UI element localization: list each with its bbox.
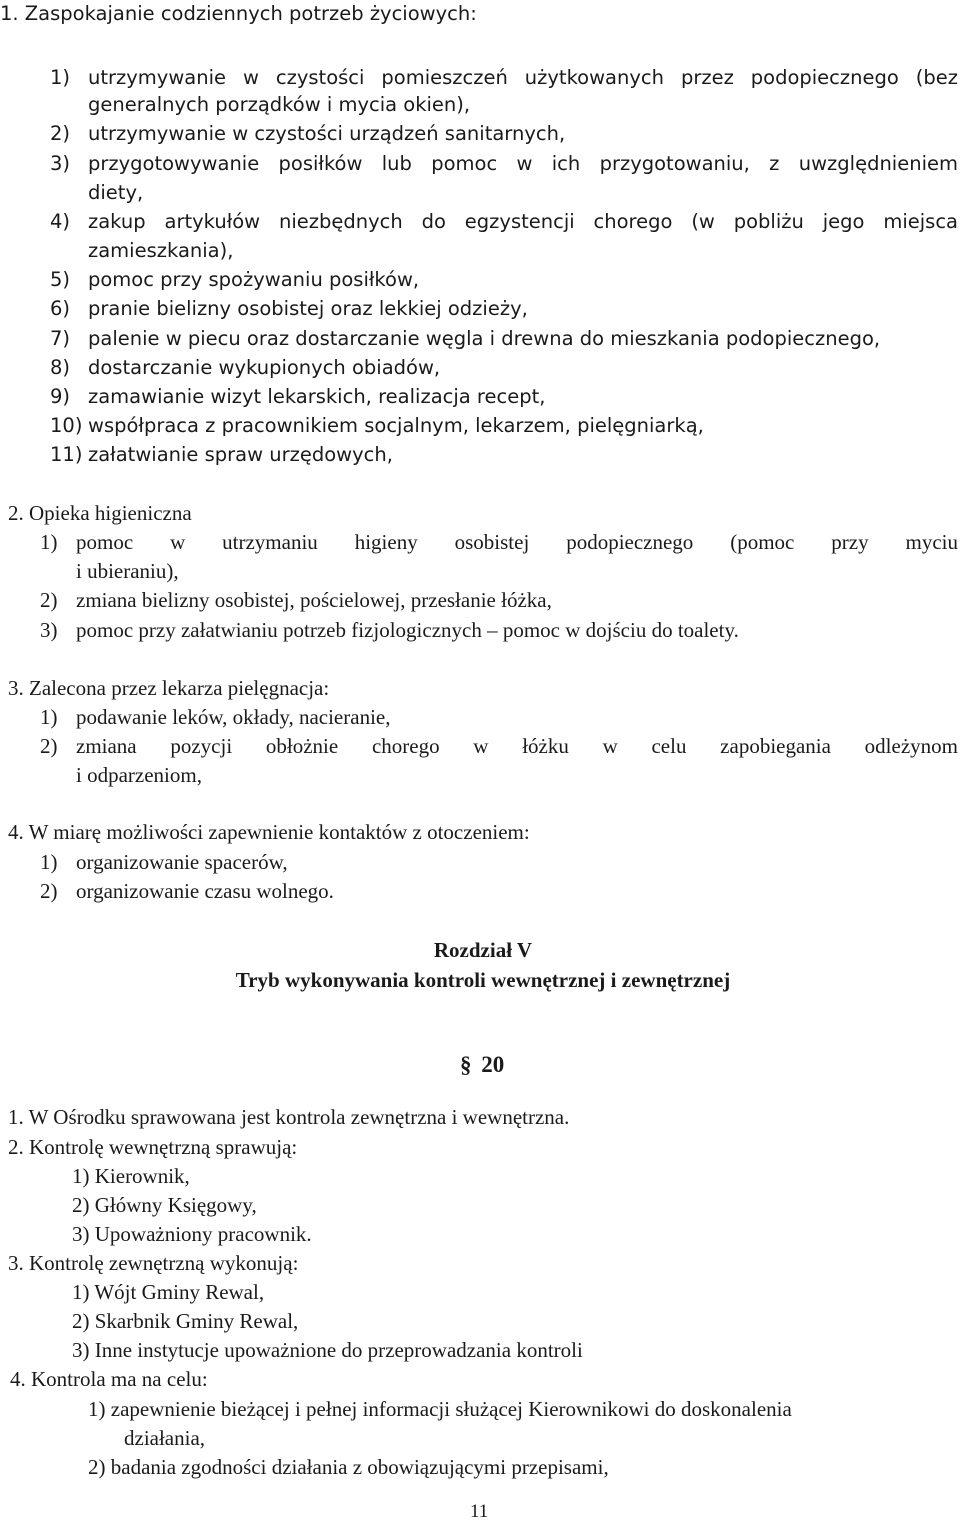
s1-item-10-num: 10) xyxy=(50,414,83,437)
point-4: 4. Kontrola ma na celu: xyxy=(10,1367,208,1391)
s1-item-8-num: 8) xyxy=(50,356,71,379)
chapter-subtitle: Tryb wykonywania kontroli wewnętrznej i zewnętrznej xyxy=(235,968,731,992)
paragraph-sign-label xyxy=(460,1051,504,1079)
paragraph-number: 20 xyxy=(481,1052,505,1077)
s1-item-6-num: 6) xyxy=(50,297,71,320)
s1-item-1-line-1: utrzymywanie w czystości pomieszczeń użytkowanych przez podopiecznego (bez xyxy=(88,66,958,89)
point-2-item-3: 3) Upoważniony pracownik. xyxy=(72,1222,312,1246)
point-2-item-1: 1) Kierownik, xyxy=(72,1164,190,1188)
s1-item-9-num: 9) xyxy=(50,385,71,408)
s1-item-3-line-1: przygotowywanie posiłków lub pomoc w ich przygotowaniu, z uwzględnieniem xyxy=(88,152,958,175)
section-3-heading: 3. Zalecona przez lekarza pielęgnacja: xyxy=(8,676,330,700)
s2-item-2-line-1: zmiana bielizny osobistej, pościelowej, przesłanie łóżka, xyxy=(76,588,552,612)
s2-item-3-num: 3) xyxy=(40,618,58,642)
s1-item-11-num: 11) xyxy=(50,443,83,466)
s1-item-10-line-1: współpraca z pracownikiem socjalnym, lekarzem, pielęgniarką, xyxy=(88,414,704,437)
point-3-item-1: 1) Wójt Gminy Rewal, xyxy=(72,1280,265,1304)
point-2-item-2: 2) Główny Księgowy, xyxy=(72,1193,257,1217)
s4-item-2-num: 2) xyxy=(40,879,58,903)
point-2: 2. Kontrolę wewnętrzną sprawują: xyxy=(8,1135,298,1159)
s4-item-1-num: 1) xyxy=(40,850,58,874)
s3-item-1-line-1: podawanie leków, okłady, nacieranie, xyxy=(76,705,391,729)
s1-item-11-line-1: załatwianie spraw urzędowych, xyxy=(88,443,393,466)
s4-item-1-line-1: organizowanie spacerów, xyxy=(76,850,288,874)
s1-item-2-num: 2) xyxy=(50,122,71,145)
s1-item-6-line-1: pranie bielizny osobistej oraz lekkiej odzieży, xyxy=(88,297,528,320)
s1-item-5-line-1: pomoc przy spożywaniu posiłków, xyxy=(88,268,420,291)
s1-item-9-line-1: zamawianie wizyt lekarskich, realizacja recept, xyxy=(88,385,546,408)
s1-item-4-line-1: zakup artykułów niezbędnych do egzystencji chorego (w pobliżu jego miejsca xyxy=(88,210,958,233)
s1-item-4-line-2: zamieszkania), xyxy=(88,239,234,262)
point-4-item-2: 2) badania zgodności działania z obowiązującymi przepisami, xyxy=(88,1455,609,1479)
s1-item-2-line-1: utrzymywanie w czystości urządzeń sanitarnych, xyxy=(88,122,566,145)
section-2-heading: 2. Opieka higieniczna xyxy=(8,501,192,525)
s1-item-7-line-1: palenie w piecu oraz dostarczanie węgla i drewna do mieszkania podopiecznego, xyxy=(88,327,881,350)
s4-item-2-line-1: organizowanie czasu wolnego. xyxy=(76,879,334,903)
s1-item-7-num: 7) xyxy=(50,327,71,350)
chapter-title: Rozdział V xyxy=(433,938,533,962)
s1-item-3-num: 3) xyxy=(50,152,71,175)
s1-item-3-line-2: diety, xyxy=(88,181,144,204)
section-4-heading: 4. W miarę możliwości zapewnienie kontaktów z otoczeniem: xyxy=(8,820,530,844)
s3-item-2-line-2: i odparzeniom, xyxy=(76,763,202,787)
s2-item-1-line-1: pomoc w utrzymaniu higieny osobistej podopiecznego (pomoc przy myciu xyxy=(76,530,958,554)
s1-item-4-num: 4) xyxy=(50,210,71,233)
section-1-heading: 1. Zaspokajanie codziennych potrzeb życiowych: xyxy=(0,2,477,25)
point-1: 1. W Ośrodku sprawowana jest kontrola zewnętrzna i wewnętrzna. xyxy=(8,1105,570,1129)
point-4-item-1: 1) zapewnienie bieżącej i pełnej informacji służącej Kierownikowi do doskonalenia xyxy=(88,1397,792,1421)
s1-item-1-line-2: generalnych porządków i mycia okien), xyxy=(88,93,471,116)
s2-item-3-line-1: pomoc przy załatwianiu potrzeb fizjologicznych – pomoc w dojściu do toalety. xyxy=(76,618,739,642)
point-3-item-2: 2) Skarbnik Gminy Rewal, xyxy=(72,1309,299,1333)
page-number: 11 xyxy=(470,1501,489,1522)
s3-item-1-num: 1) xyxy=(40,705,58,729)
s2-item-1-line-2: i ubieraniu), xyxy=(76,559,179,583)
s2-item-2-num: 2) xyxy=(40,588,58,612)
paragraph-sign: § xyxy=(460,1052,472,1077)
s3-item-2-line-1: zmiana pozycji obłożnie chorego w łóżku w celu zapobiegania odleżynom xyxy=(76,734,958,758)
s1-item-5-num: 5) xyxy=(50,268,71,291)
point-3: 3. Kontrolę zewnętrzną wykonują: xyxy=(8,1251,299,1275)
s1-item-1-num: 1) xyxy=(50,66,71,89)
point-4-item-1-cont: działania, xyxy=(124,1426,206,1450)
point-3-item-3: 3) Inne instytucje upoważnione do przeprowadzania kontroli xyxy=(72,1338,583,1362)
s3-item-2-num: 2) xyxy=(40,734,58,758)
s2-item-1-num: 1) xyxy=(40,530,58,554)
s1-item-8-line-1: dostarczanie wykupionych obiadów, xyxy=(88,356,441,379)
